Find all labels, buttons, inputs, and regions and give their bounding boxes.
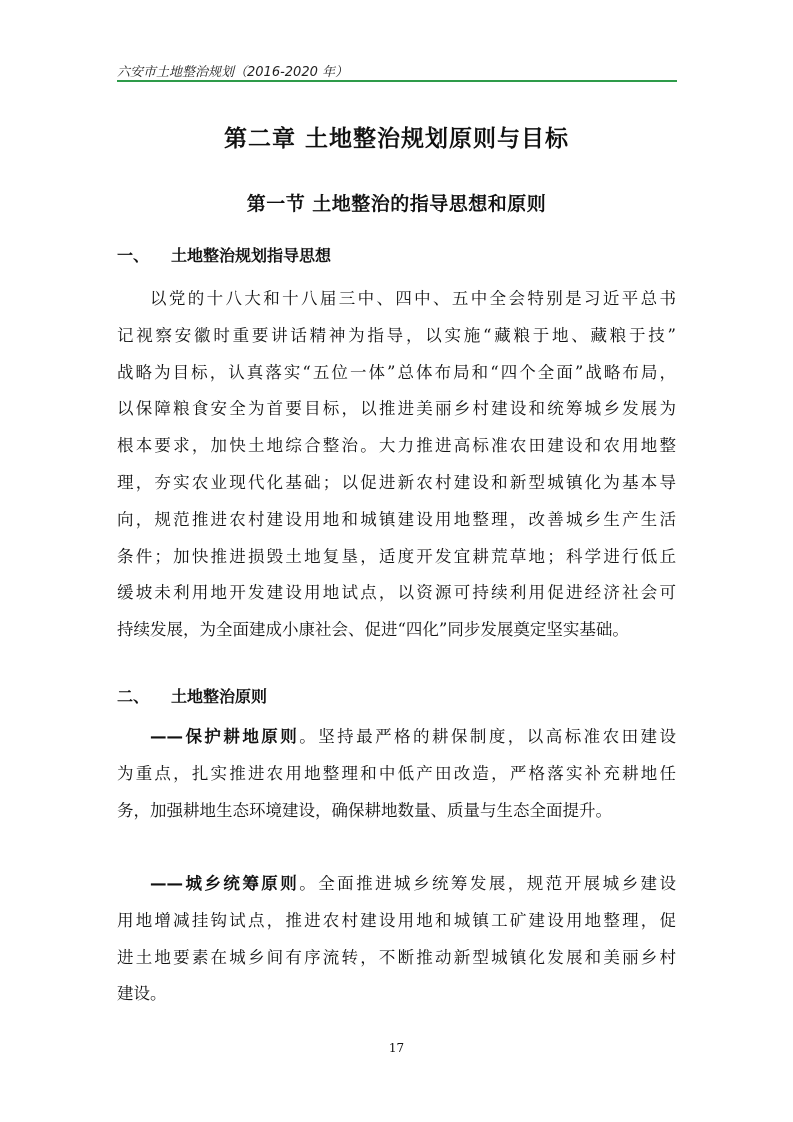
subheading-title: 土地整治原则 xyxy=(171,687,268,706)
paragraph-farmland-principle xyxy=(117,719,676,829)
paragraph-line: 条件；加快推进损毁土地复垦，适度开发宜耕荒草地；科学进行低丘 xyxy=(117,546,676,566)
paragraph-line: 以保障粮食安全为首要目标，以推进美丽乡村建设和统筹城乡发展为 xyxy=(117,399,676,419)
paragraph-line: 缓坡未利用地开发建设用地试点，以资源可持续利用促进经济社会可 xyxy=(117,583,676,603)
principle-lead: ——城乡统筹原则 xyxy=(150,874,300,893)
running-header: 六安市土地整治规划（2016-2020 年） xyxy=(117,65,348,80)
paragraph-line: 记视察安徽时重要讲话精神为指导，以实施“藏粮于地、藏粮于技” xyxy=(117,325,676,345)
paragraph-line: 建设。 xyxy=(117,984,167,1004)
paragraph-line: 务，加强耕地生态环境建设，确保耕地数量、质量与生态全面提升。 xyxy=(117,800,612,820)
paragraph-guiding-thought xyxy=(117,281,676,649)
paragraph-line xyxy=(117,866,676,903)
paragraph-line: 以党的十八大和十八届三中、四中、五中全会特别是习近平总书 xyxy=(150,289,676,308)
subheading-number: 一、 xyxy=(117,246,150,265)
principle-text: 。坚持最严格的耕保制度，以高标准农田建设 xyxy=(299,727,677,746)
subheading-principles xyxy=(117,684,267,707)
paragraph-line: 用地增减挂钩试点，推进农村建设用地和城镇工矿建设用地整理，促 xyxy=(117,910,676,930)
subheading-title: 土地整治规划指导思想 xyxy=(171,246,332,265)
page-number: 17 xyxy=(388,1041,405,1055)
paragraph-urban-rural-principle xyxy=(117,866,676,1013)
paragraph-line: 战略为目标，认真落实“五位一体”总体布局和“四个全面”战略布局， xyxy=(117,362,676,382)
paragraph-line: 进土地要素在城乡间有序流转，不断推动新型城镇化发展和美丽乡村 xyxy=(117,947,676,967)
chapter-title: 第二章 土地整治规划原则与目标 xyxy=(223,126,569,152)
paragraph-line: 为重点，扎实推进农用地整理和中低产田改造，严格落实补充耕地任 xyxy=(117,763,676,783)
paragraph-line: 根本要求，加快土地综合整治。大力推进高标准农田建设和农用地整 xyxy=(117,436,676,456)
paragraph-line: 理，夯实农业现代化基础；以促进新农村建设和新型城镇化为基本导 xyxy=(117,472,676,492)
principle-text: 。全面推进城乡统筹发展，规范开展城乡建设 xyxy=(299,874,677,893)
subheading-guiding-thought xyxy=(117,243,331,266)
subheading-number: 二、 xyxy=(117,687,150,706)
paragraph-line xyxy=(117,719,676,756)
paragraph-line: 持续发展，为全面建成小康社会、促进“四化”同步发展奠定坚实基础。 xyxy=(117,620,629,640)
paragraph-line: 向，规范推进农村建设用地和城镇建设用地整理，改善城乡生产生活 xyxy=(117,509,676,529)
header-rule xyxy=(117,80,677,82)
section-title: 第一节 土地整治的指导思想和原则 xyxy=(246,193,547,215)
principle-lead: ——保护耕地原则 xyxy=(150,727,300,746)
